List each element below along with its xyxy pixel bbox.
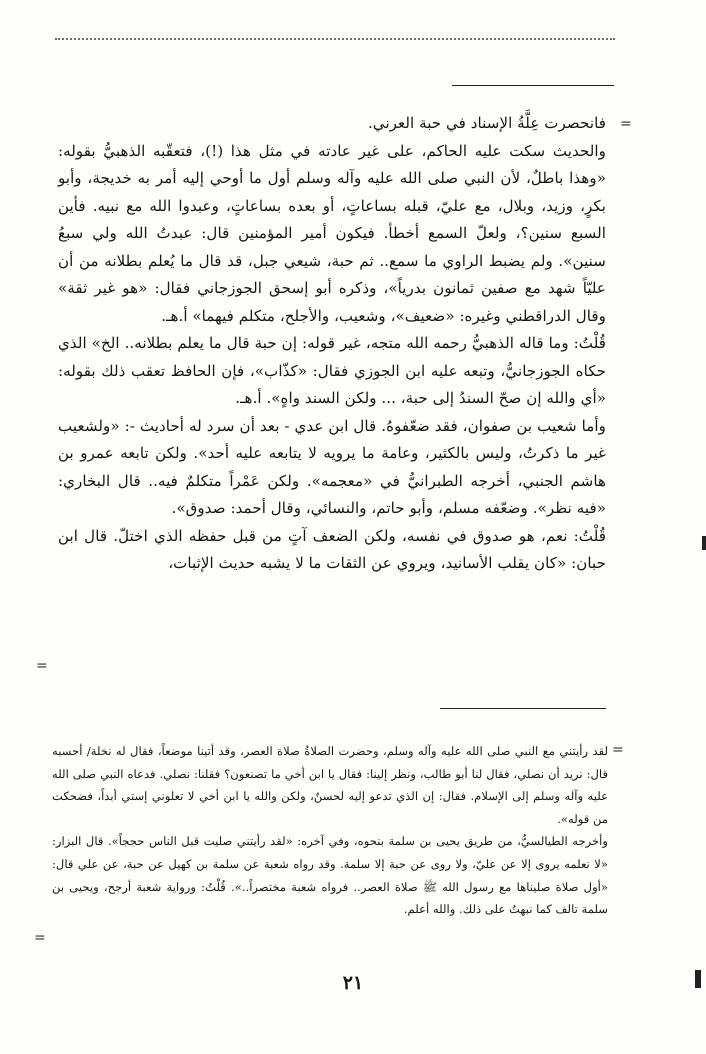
margin-mark: = — [612, 742, 624, 758]
margin-mark: = — [34, 930, 46, 946]
page-number: ٢١ — [342, 972, 364, 994]
top-dotted-border — [55, 38, 615, 40]
footnote-paragraph: وأخرجه الطيالسيُّ، من طريق يحيى بن سلمة بنحوه، وفي آخره: «لقد رأيتني صليت قبل الناس حججاً». قال البزار: «لا نعلمه يروى إلا عن عليّ، ولا روى عن حبة إلا سلمة. وقد رواه شعبة عن سلمة بن كهيل عن حبة، عن علي قال: «أول صلاة صليناها مع رسول الله ﷺ صلاة العصر.. فرواه شعبة مختصراً..». قُلْتُ: ورواية شعبة أرجح، ويحيى بن سلمة تالف كما نبهتُ على ذلك. والله أعلم. — [52, 834, 608, 917]
scan-edge-mark — [695, 970, 701, 988]
footnote-text — [52, 740, 608, 921]
paragraph: والحديث سكت عليه الحاكم، على غير عادته في مثل هذا (!)، فتعقّبه الذهبيُّ بقوله: «وهذا باطلٌ، لأن النبي صلى الله عليه وآله وسلم أول ما أوحي إليه أمر به خديجة، وأبو بكرٍ، وزيد، وبلال، مع عليّ، قبله بساعاتٍ، أو بعده بساعاتٍ، وعبدوا الله مع نبيه. فأين السبع سنين؟، ولعلّ السمع أخطأ. فيكون أمير المؤمنين قال: عبدتُ الله ولي سبعُ سنين». ولم يضبط الراوي ما سمع.. ثم حبة، شيعي جبل، قد قال ما يُعلم بطلانه من أن عليّاً شهد مع صفين ثمانون بدرياً»، وذكره أبو إسحق الجوزجاني فقال: «هو غير ثقة» وقال الدراقطني وغيره: «ضعيف»، وشعيب، والأجلح، متكلم فيهما» أ.هـ. — [58, 141, 606, 325]
paragraph: قُلْتُ: نعم، هو صدوق في نفسه، ولكن الضعف آتٍ من قبل حفظه الذي اختلّ. قال ابن حبان: «كان يقلب الأسانيد، ويروي عن الثقات ما لا يشبه حديث الإثبات، — [58, 526, 606, 572]
footnote-paragraph: لقد رأيتني مع النبي صلى الله عليه وآله وسلم، وحضرت الصلاةُ صلاة العصر، وقد أتينا موضعاً، فقال له نخلة/ أحسبه قال: نريد أن نصلي، فقال لنا أبو طالب، ونظر إلينا: فقال يا ابن أخي ما تصنعون؟ فقلنا: نصلي. فدعاه النبي صلى الله عليه وآله وسلم إلى الإسلام. فقال: إن الذي تدعو إليه لحسنٌ، ولكن والله يا ابن أخي لا تعلوني إستي أبداً، فضحكت من قوله». — [52, 744, 608, 826]
margin-mark: = — [620, 116, 632, 132]
footnote-separator — [440, 708, 606, 709]
main-text — [58, 110, 606, 578]
scan-edge-mark — [702, 536, 706, 550]
paragraph: وأما شعيب بن صفوان، فقد ضعّفوهُ. قال ابن عدي - بعد أن سرد له أحاديث -: «ولشعيب غير ما ذكرتُ، وليس بالكثير، وعامة ما يرويه لا يتابعه عليه أحد». ولكن تابعه عمرو بن هاشم الجنبي، أخرجه الطبرانيُّ في «معجمه». ولكن عَمْراً متكلمٌ فيه.. قال البخاري: «فيه نظر». وضعّفه مسلم، وأبو حاتم، والنسائي، وقال أحمد: صدوق». — [58, 416, 606, 517]
margin-mark: = — [36, 658, 48, 674]
paragraph: قُلْتُ: وما قاله الذهبيُّ رحمه الله متجه، غير قوله: إن حبة قال ما يعلم بطلانه.. الخ» الذي حكاه الجوزجانيُّ، وتبعه عليه ابن الجوزي فقال: «كذّاب»، فإن الحافظ تعقب ذلك بقوله: «أي والله إن صحّ السندُ إلى حبة، ... ولكن السند واهٍ». أ.هـ. — [58, 334, 606, 407]
paragraph: فانحصرت عِلَّةُ الإسناد في حبة العرني. — [367, 114, 606, 132]
header-rule — [452, 85, 614, 86]
